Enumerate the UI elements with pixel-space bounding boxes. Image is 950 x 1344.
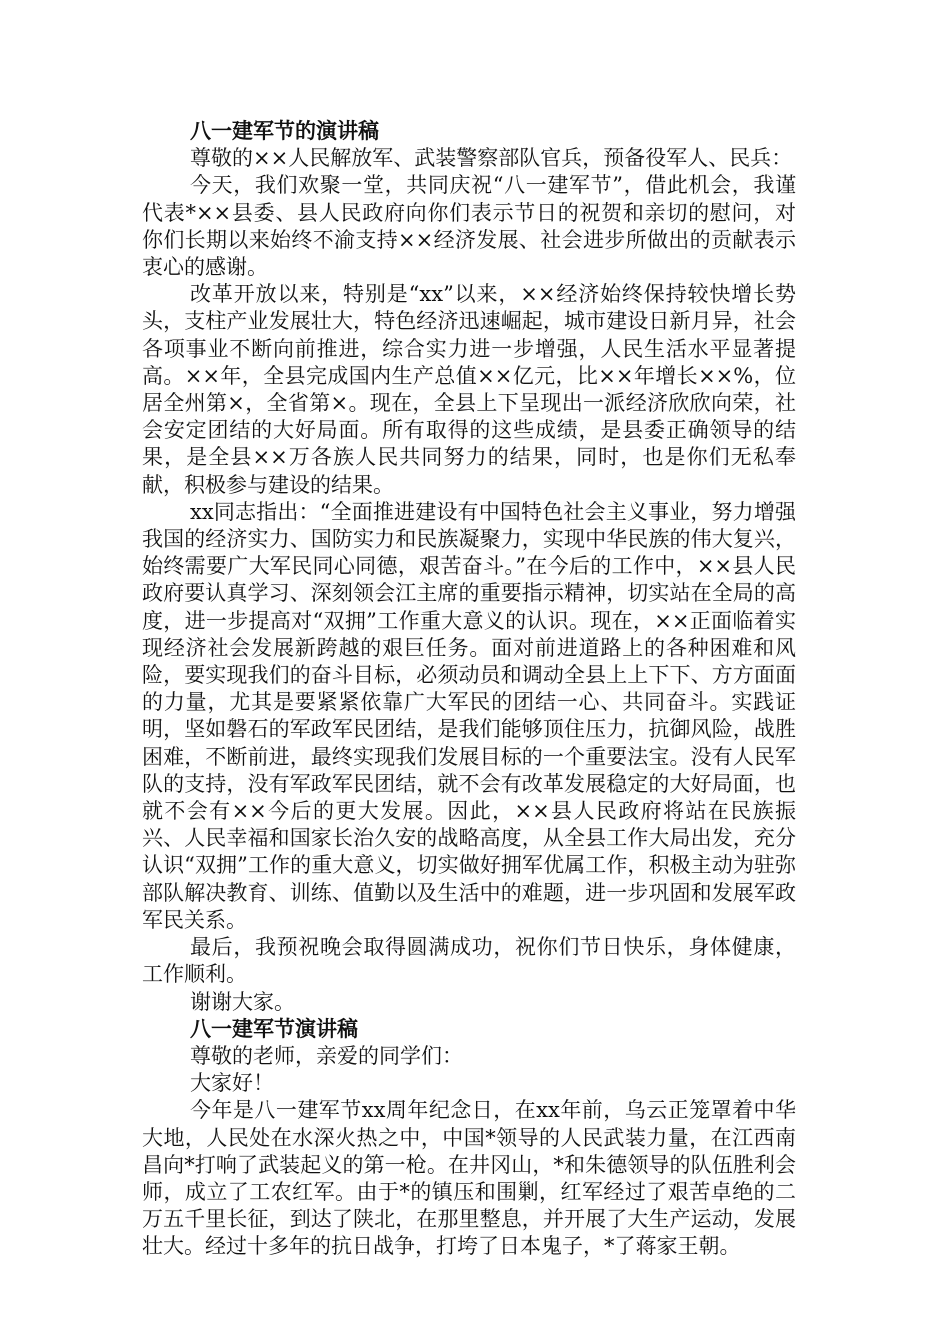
- speech1-paragraph-1: 今天，我们欢聚一堂，共同庆祝“八一建军节”，借此机会，我谨代表*××县委、县人民政府向你们表示节日的祝贺和亲切的慰问，对你们长期以来始终不渝支持××经济发展、社会进步所做出的贡献表示衷心的感谢。: [142, 173, 796, 280]
- speech2-paragraph-1: 今年是八一建军节xx周年纪念日，在xx年前，乌云正笼罩着中华大地，人民处在水深火热之中，中国*领导的人民武装力量，在江西南昌向*打响了武装起义的第一枪。在井冈山，*和朱德领导的队伍胜利会师，成立了工农红军。由于*的镇压和围剿，红军经过了艰苦卓绝的二万五千里长征，到达了陕北，在那里整息，并开展了大生产运动，发展壮大。经过十多年的抗日战争，打垮了日本鬼子，*了蒋家王朝。: [142, 1098, 796, 1259]
- speech2-title: 八一建军节演讲稿: [190, 1016, 358, 1041]
- document-page: [142, 118, 796, 1261]
- speech2-salutation: 尊敬的老师，亲爱的同学们：: [190, 1043, 463, 1068]
- speech1-salutation: 尊敬的××人民解放军、武装警察部队官兵，预备役军人、民兵：: [190, 146, 793, 171]
- speech1-closing: 谢谢大家。: [190, 989, 295, 1014]
- speech2-greeting: 大家好！: [190, 1071, 274, 1096]
- speech1-paragraph-3: xx同志指出：“全面推进建设有中国特色社会主义事业，努力增强我国的经济实力、国防实力和民族凝聚力，实现中华民族的伟大复兴，始终需要广大军民同心同德，艰苦奋斗。”在今后的工作中，××县人民政府要认真学习、深刻领会江主席的重要指示精神，切实站在全局的高度，进一步提高对“双拥”工作重大意义的认识。现在，××正面临着实现经济社会发展新跨越的艰巨任务。面对前进道路上的各种困难和风险，要实现我们的奋斗目标，必须动员和调动全县上上下下、方方面面的力量，尤其是要紧紧依靠广大军民的团结一心、共同奋斗。实践证明，坚如磐石的军政军民团结，是我们能够顶住压力，抗御风险，战胜困难，不断前进，最终实现我们发展目标的一个重要法宝。没有人民军队的支持，没有军政军民团结，就不会有改革发展稳定的大好局面，也就不会有××今后的更大发展。因此，××县人民政府将站在民族振兴、人民幸福和国家长治久安的战略高度，从全县工作大局出发，充分认识“双拥”工作的重大意义，切实做好拥军优属工作，积极主动为驻弥部队解决教育、训练、值勤以及生活中的难题，进一步巩固和发展军政军民关系。: [142, 499, 796, 932]
- speech1-paragraph-2: 改革开放以来，特别是“xx”以来，××经济始终保持较快增长势头，支柱产业发展壮大，特色经济迅速崛起，城市建设日新月异，社会各项事业不断向前推进，综合实力进一步增强，人民生活水平显著提高。××年，全县完成国内生产总值××亿元，比××年增长××%，位居全州第×，全省第×。现在，全县上下呈现出一派经济欣欣向荣，社会安定团结的大好局面。所有取得的这些成绩，是县委正确领导的结果，是全县××万各族人民共同努力的结果，同时，也是你们无私奉献，积极参与建设的结果。: [142, 282, 796, 497]
- speech1-title: 八一建军节的演讲稿: [190, 119, 379, 143]
- speech1-paragraph-4: 最后，我预祝晚会取得圆满成功，祝你们节日快乐，身体健康，工作顺利。: [142, 935, 796, 987]
